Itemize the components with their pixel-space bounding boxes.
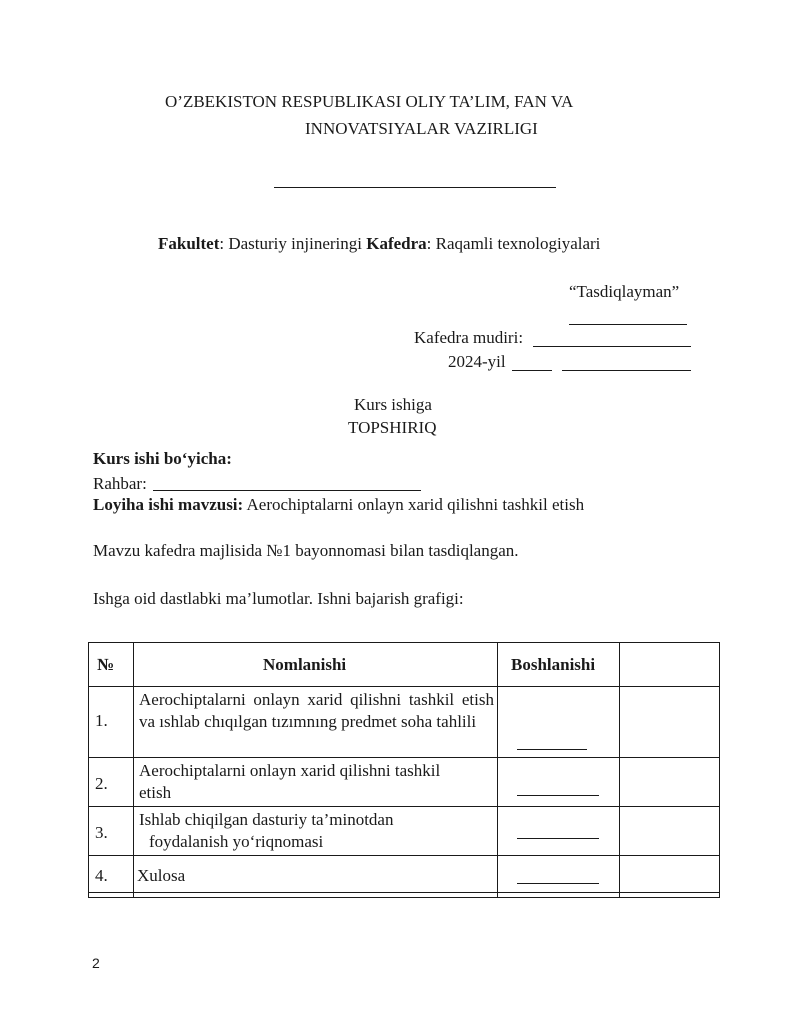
task-line1: Kurs ishiga xyxy=(354,395,432,414)
university-name-blank xyxy=(274,187,556,188)
ministry-title-line2: INNOVATSIYALAR VAZIRLIGI xyxy=(305,119,538,138)
schedule-text: Ishga oid dastlabki ma’lumotlar. Ishni bajarish grafigi: xyxy=(93,589,464,608)
approval-day-blank xyxy=(512,370,552,371)
header-name: Nomlanishi xyxy=(263,655,347,674)
row1-name: Aerochiptalarni onlayn xarid qilishni tashkil etish va ıshlab chıqılgan tızımnıng predmet soha tahlili xyxy=(139,690,494,731)
row4-name: Xulosa xyxy=(137,866,186,885)
row4-start-blank xyxy=(517,883,599,884)
approval-title: “Tasdiqlayman” xyxy=(569,282,680,301)
supervisor-label: Rahbar: xyxy=(93,474,147,493)
row3-start-blank xyxy=(517,838,599,839)
course-heading: Kurs ishi bo‘yicha: xyxy=(93,449,232,468)
department-head-label: Kafedra mudiri: xyxy=(414,328,524,347)
row3-name-line2: foydalanish yo‘riqnomasi xyxy=(149,832,324,851)
approval-month-blank xyxy=(562,370,691,371)
department-value: : Raqamli texnologiyalari xyxy=(426,234,601,253)
row2-start-blank xyxy=(517,795,599,796)
header-start: Boshlanishi xyxy=(511,655,596,674)
row2-name: Aerochiptalarni onlayn xarid qilishni tashkil etish xyxy=(139,761,441,802)
page-number: 2 xyxy=(92,955,100,971)
task-title: TOPSHIRIQ xyxy=(348,418,437,437)
row4-number: 4. xyxy=(95,866,108,885)
faculty-value: : Dasturiy injineringi xyxy=(219,234,367,253)
row1-number: 1. xyxy=(95,711,108,730)
faculty-label: Fakultet xyxy=(158,234,220,253)
schedule-table xyxy=(88,642,720,898)
row1-start-blank xyxy=(517,749,587,750)
approved-text: Mavzu kafedra majlisida №1 bayonnomasi bilan tasdiqlangan. xyxy=(93,541,519,560)
row3-number: 3. xyxy=(95,823,108,842)
row3-name-line1: Ishlab chiqilgan dasturiy ta’minotdan xyxy=(139,810,394,829)
ministry-title-line1: O’ZBEKISTON RESPUBLIKASI OLIY TA’LIM, FAN VA xyxy=(165,92,574,111)
row2-number: 2. xyxy=(95,774,108,793)
faculty-line xyxy=(158,234,600,254)
approval-signature-blank xyxy=(569,324,687,325)
department-label: Kafedra xyxy=(366,234,427,253)
supervisor-blank xyxy=(153,490,421,491)
project-topic-label: Loyiha ishi mavzusi: xyxy=(93,495,244,514)
header-number: № xyxy=(97,655,115,674)
project-topic xyxy=(93,495,584,515)
project-topic-value: Aerochiptalarni onlayn xarid qilishni tashkil etish xyxy=(243,495,585,514)
department-head-blank xyxy=(533,346,691,347)
approval-year-label: 2024-yil xyxy=(448,352,506,371)
